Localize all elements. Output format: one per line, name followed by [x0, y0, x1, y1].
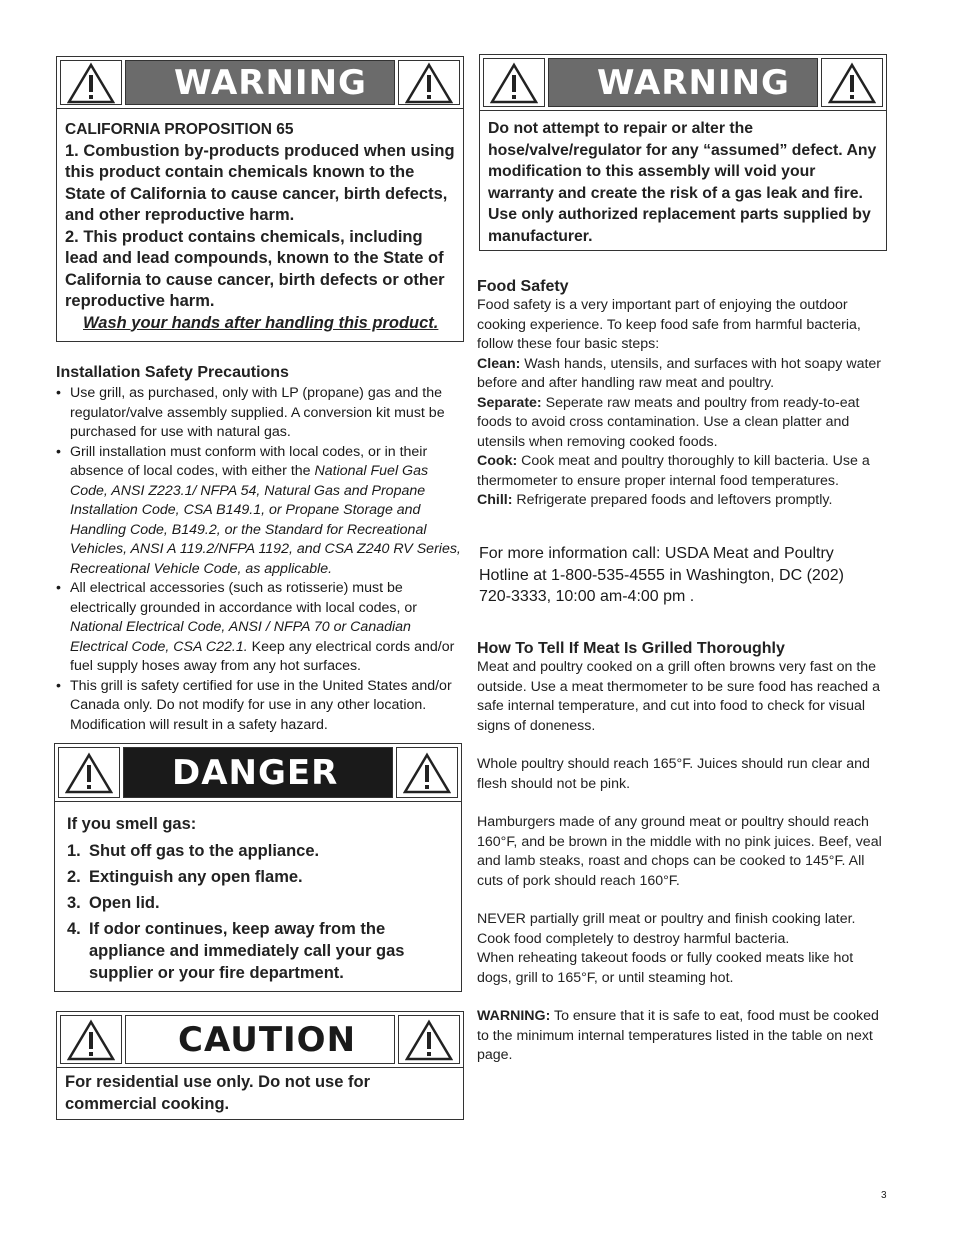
warning-label: WARNING	[125, 60, 395, 105]
never-partial-note: NEVER partially grill meat or poultry and finish cooking later. Cook food completely to destroy harmful bacteria.	[477, 911, 856, 947]
food-safety-section	[477, 278, 885, 511]
list-item: • Grill installation must conform with local codes, or in their absence of local codes, with either the National Fuel Gas Code, ANSI Z223.1/ NFPA 54, Natural Gas and Propane Installation Code, CSA B149.1, or Propane Storage and Handling Code, B149.2, or the Standard for Recreational Vehicles, ANSI A 119.2/NFPA 1192, and CSA Z240 RV Series, Recreational Vehicle Code, as applicable.	[56, 443, 464, 580]
installation-section	[56, 364, 464, 735]
regulator-warning-text: Do not attempt to repair or alter the hose/valve/regulator for any “assumed” defect. Any modification to this assembly will void your warranty and create the risk of a gas leak and fire. Use only authorized replacement parts supplied by manufacturer.	[488, 120, 877, 245]
warning-triangle-icon	[398, 60, 460, 105]
list-item: • All electrical accessories (such as rotisserie) must be electrically grounded in accordance with local codes, or National Electrical Code, ANSI / NFPA 70 or Canadian Electrical Code, CSA C22.1. Keep any electrical cords and/or fuel supply hoses away from any hot surfaces.	[56, 579, 464, 677]
warning-triangle-icon	[483, 58, 545, 107]
warning-banner	[480, 55, 886, 111]
caution-triangle-icon	[60, 1015, 122, 1064]
meat-doneness-heading: How To Tell If Meat Is Grilled Thoroughly	[477, 640, 785, 657]
danger-triangle-icon	[396, 747, 458, 798]
caution-box	[56, 1011, 464, 1120]
chill-step: Chill: Refrigerate prepared foods and leftovers promptly.	[477, 492, 833, 508]
wash-hands-note: Wash your hands after handling this product.	[83, 313, 439, 332]
prop65-item-1: 1. Combustion by-products produced when using this product contain chemicals known to the State of California to cause cancer, birth defects, and other reproductive harm.	[65, 141, 455, 224]
usda-hotline: For more information call: USDA Meat and Poultry Hotline at 1-800-535-4555 in Washington, DC (202) 720-3333, 10:00 am-4:00 pm .	[479, 545, 844, 605]
danger-step: 3. Open lid.	[67, 893, 160, 912]
danger-banner	[55, 744, 461, 802]
food-safety-intro: Food safety is a very important part of enjoying the outdoor cooking experience. To keep food safe from harmful bacteria, follow these four basic steps:	[477, 297, 861, 352]
caution-label: CAUTION	[125, 1015, 395, 1064]
danger-step: 2. Extinguish any open flame.	[67, 867, 303, 886]
warning-regulator-box	[479, 54, 887, 251]
separate-step: Separate: Seperate raw meats and poultry from ready-to-eat foods to avoid cross contamination. Use a clean platter and utensils when removing cooked foods.	[477, 394, 860, 450]
list-item: • Use grill, as purchased, only with LP (propane) gas and the regulator/valve assembly supplied. A conversion kit must be purchased for use with natural gas.	[56, 384, 464, 443]
meat-intro: Meat and poultry cooked on a grill often browns very fast on the outside. Use a meat thermometer to be sure food has reached a safe internal temperature, and cut into food to check for visual signs of doneness.	[477, 659, 880, 734]
installation-heading: Installation Safety Precautions	[56, 364, 289, 381]
warning-banner	[57, 57, 463, 109]
reheat-note: When reheating takeout foods or fully cooked meats like hot dogs, grill to 165°F, or until steaming hot.	[477, 950, 854, 986]
danger-step: 4. If odor continues, keep away from the appliance and immediately call your gas supplier or your fire department.	[67, 919, 405, 982]
burger-temp: Hamburgers made of any ground meat or poultry should reach 160°F, and be brown in the middle with no pink juices. Beef, veal and lamb steaks, roast and chops can be cooked to 145°F. All cuts of pork should reach 160°F.	[477, 814, 882, 889]
page-number: 3	[881, 1190, 887, 1201]
meat-doneness-section	[477, 640, 885, 1066]
cook-step: Cook: Cook meat and poultry thoroughly to kill bacteria. Use a thermometer to ensure proper internal food temperatures.	[477, 453, 870, 489]
caution-text: For residential use only. Do not use for commercial cooking.	[65, 1073, 370, 1113]
danger-label: DANGER	[123, 747, 393, 798]
food-safety-heading: Food Safety	[477, 278, 569, 295]
warning-prop65-box	[56, 56, 464, 342]
clean-step: Clean: Wash hands, utensils, and surfaces with hot soapy water before and after handling raw meat and poultry.	[477, 355, 882, 391]
warning-triangle-icon	[821, 58, 883, 107]
warning-label: WARNING	[548, 58, 818, 107]
prop65-heading: CALIFORNIA PROPOSITION 65	[65, 121, 294, 138]
danger-step: 1. Shut off gas to the appliance.	[67, 841, 320, 860]
cooking-warning: WARNING: To ensure that it is safe to eat, food must be cooked to the minimum internal temperatures listed in the table on next page.	[477, 1008, 879, 1063]
warning-triangle-icon	[60, 60, 122, 105]
danger-triangle-icon	[58, 747, 120, 798]
caution-banner	[57, 1012, 463, 1068]
caution-triangle-icon	[398, 1015, 460, 1064]
prop65-item-2: 2. This product contains chemicals, including lead and lead compounds, known to the State of California to cause cancer, birth defects or other reproductive harm.	[65, 227, 445, 310]
poultry-temp: Whole poultry should reach 165°F. Juices should run clear and flesh should not be pink.	[477, 756, 870, 792]
list-item: • This grill is safety certified for use in the United States and/or Canada only. Do not modify for use in any other location. Modification will result in a safety hazard.	[56, 677, 464, 736]
smell-gas-intro: If you smell gas:	[67, 815, 197, 833]
danger-gas-box	[54, 743, 462, 992]
